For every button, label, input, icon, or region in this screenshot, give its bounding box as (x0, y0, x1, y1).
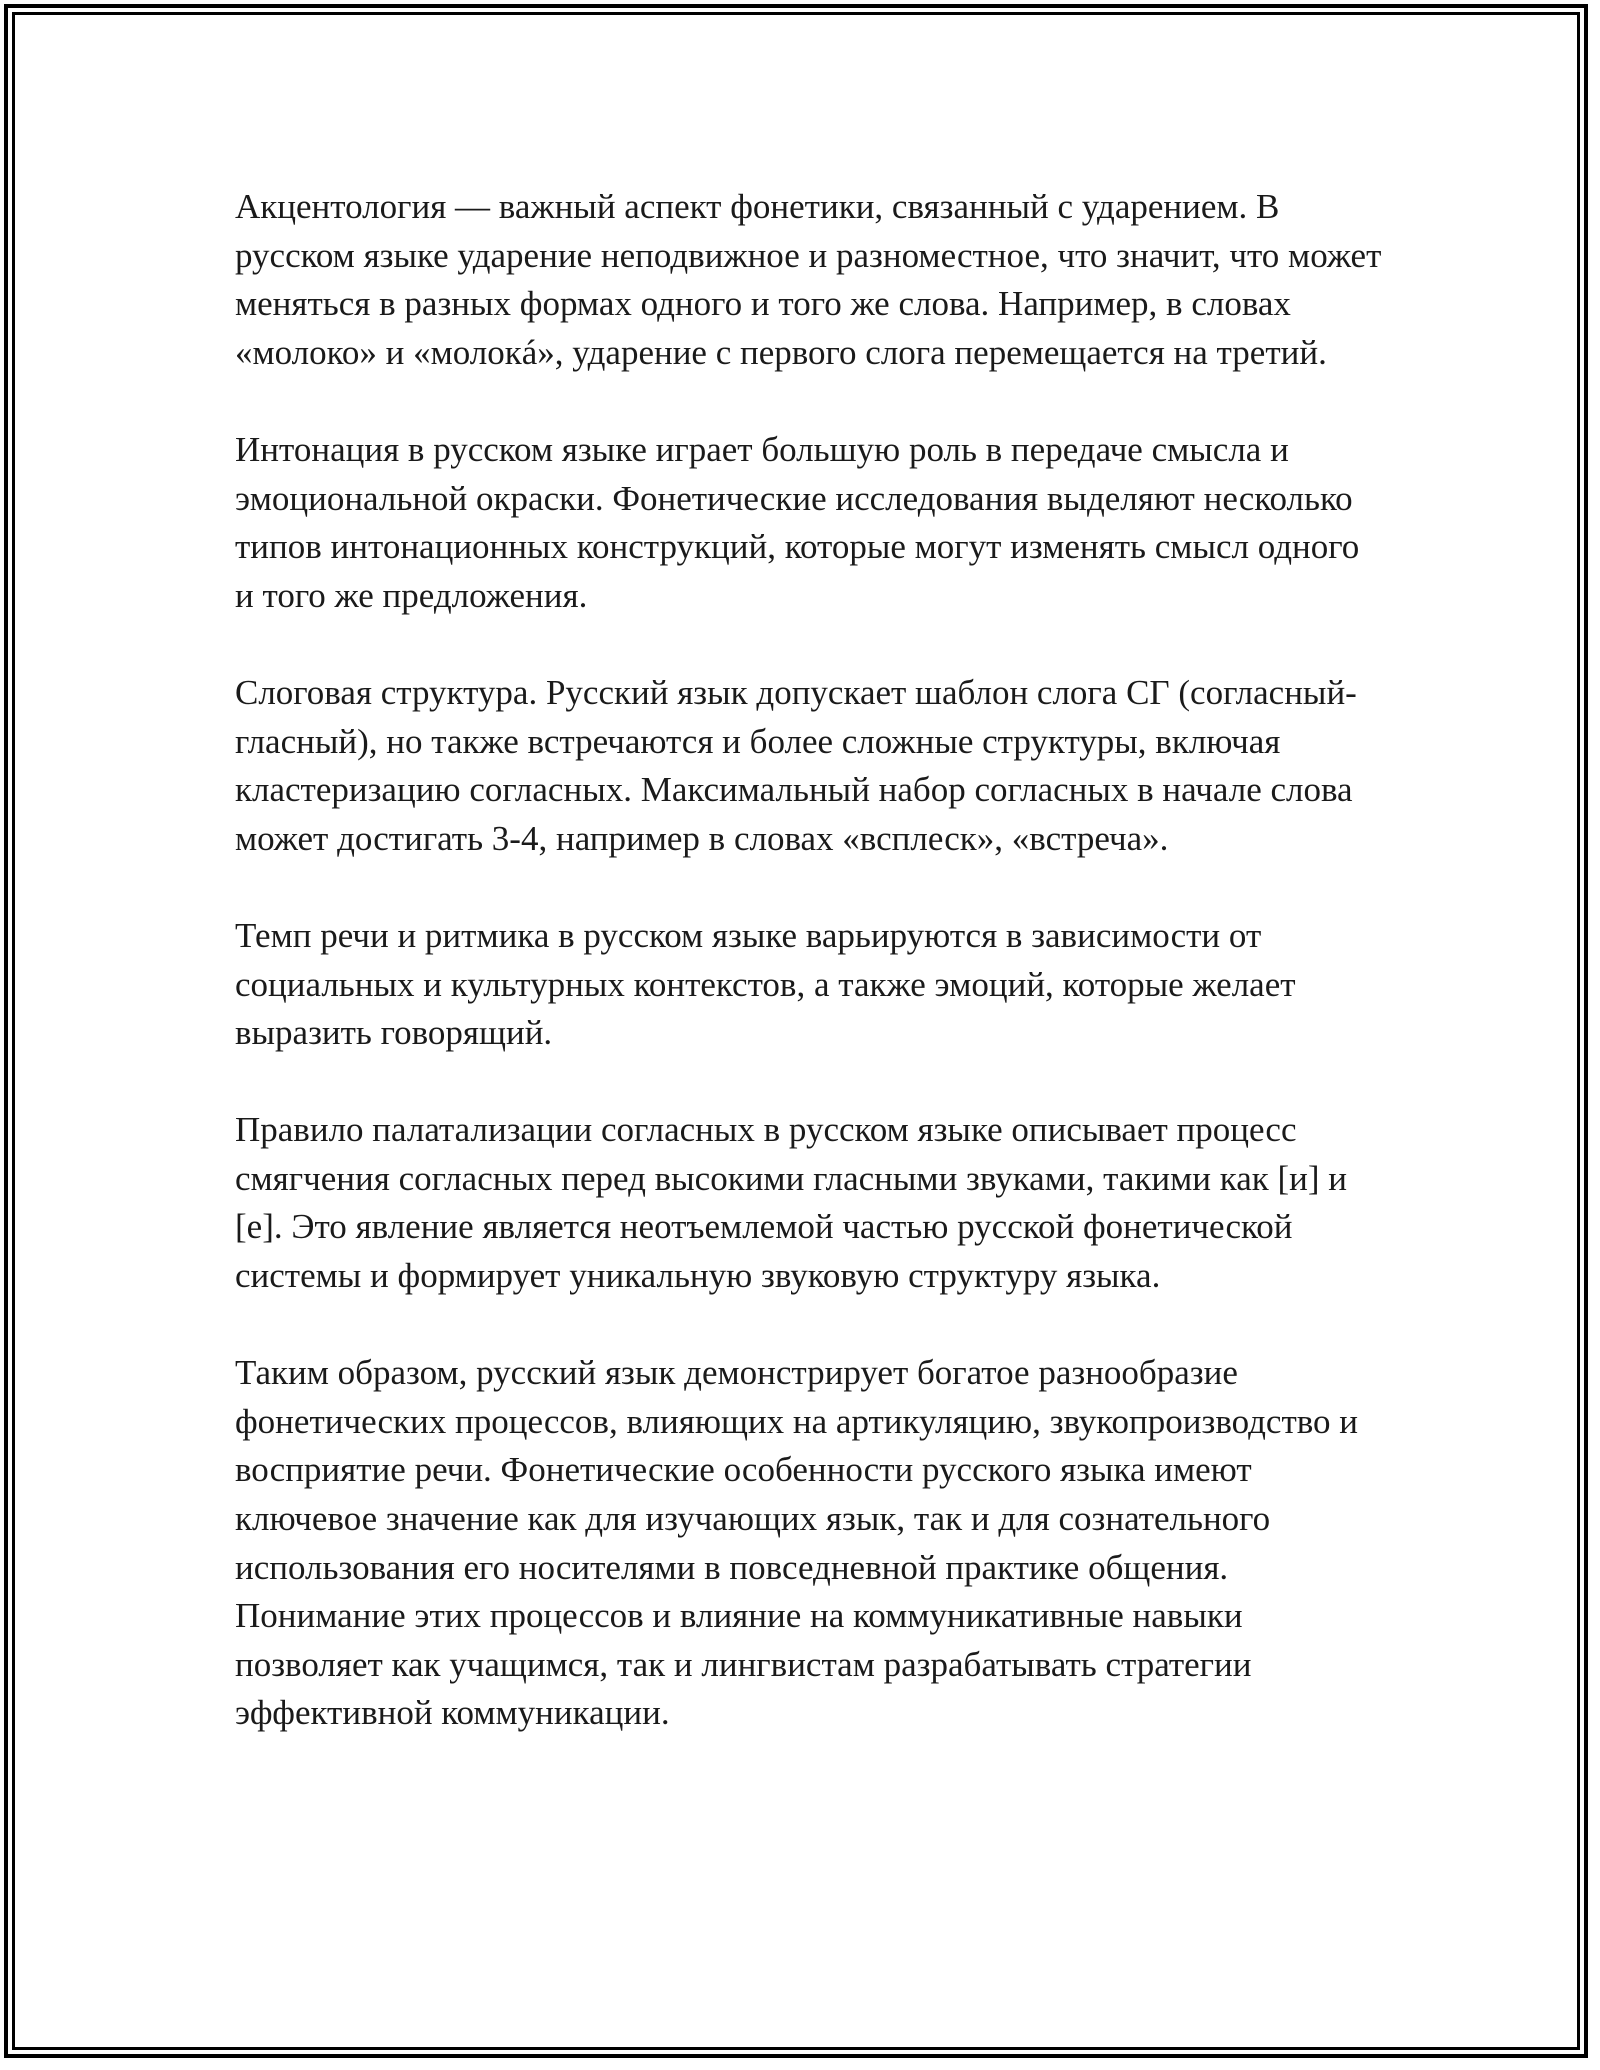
paragraph-intonation: Интонация в русском языке играет большую роль в передаче смысла и эмоциональной окраски. Фонетические исследования выделяют несколько типов интонационных конструкций, которые могут изменять смысл одного и того же предложения. (235, 429, 1360, 615)
document-body (235, 183, 1385, 1738)
paragraph-conclusion: Таким образом, русский язык демонстрирует богатое разнообразие фонетических процессов, влияющих на артикуляцию, звукопроизводство и восприятие речи. Фонетические особенности русского языка имеют ключевое значение как для изучающих язык, так и для сознательного использования его носителями в повседневной практике общения. Понимание этих процессов и влияние на коммуникативные навыки позволяет как учащимся, так и лингвистам разрабатывать стратегии эффективной коммуникации. (235, 1353, 1359, 1733)
paragraph-syllable-structure: Слоговая структура. Русский язык допускает шаблон слога СГ (согласный-гласный), но также встречаются и более сложные структуры, включая кластеризацию согласных. Максимальный набор согласных в начале слова может достигать 3-4, например в словах «всплеск», «встреча». (235, 672, 1357, 858)
paragraph-speech-tempo: Темп речи и ритмика в русском языке варьируются в зависимости от социальных и культурных контекстов, а также эмоций, которые желает выразить говорящий. (235, 915, 1296, 1053)
paragraph-accentology: Акцентология — важный аспект фонетики, связанный с ударением. В русском языке ударение неподвижное и разноместное, что значит, что может меняться в разных формах одного и того же слова. Например, в словах «молоко» и «молокá», ударение с первого слога перемещается на третий. (235, 187, 1382, 372)
paragraph-palatalization: Правило палатализации согласных в русском языке описывает процесс смягчения согласных перед высокими гласными звуками, такими как [и] и [е]. Это явление является неотъемлемой частью русской фонетической системы и формирует уникальную звуковую структуру языка. (235, 1110, 1348, 1296)
